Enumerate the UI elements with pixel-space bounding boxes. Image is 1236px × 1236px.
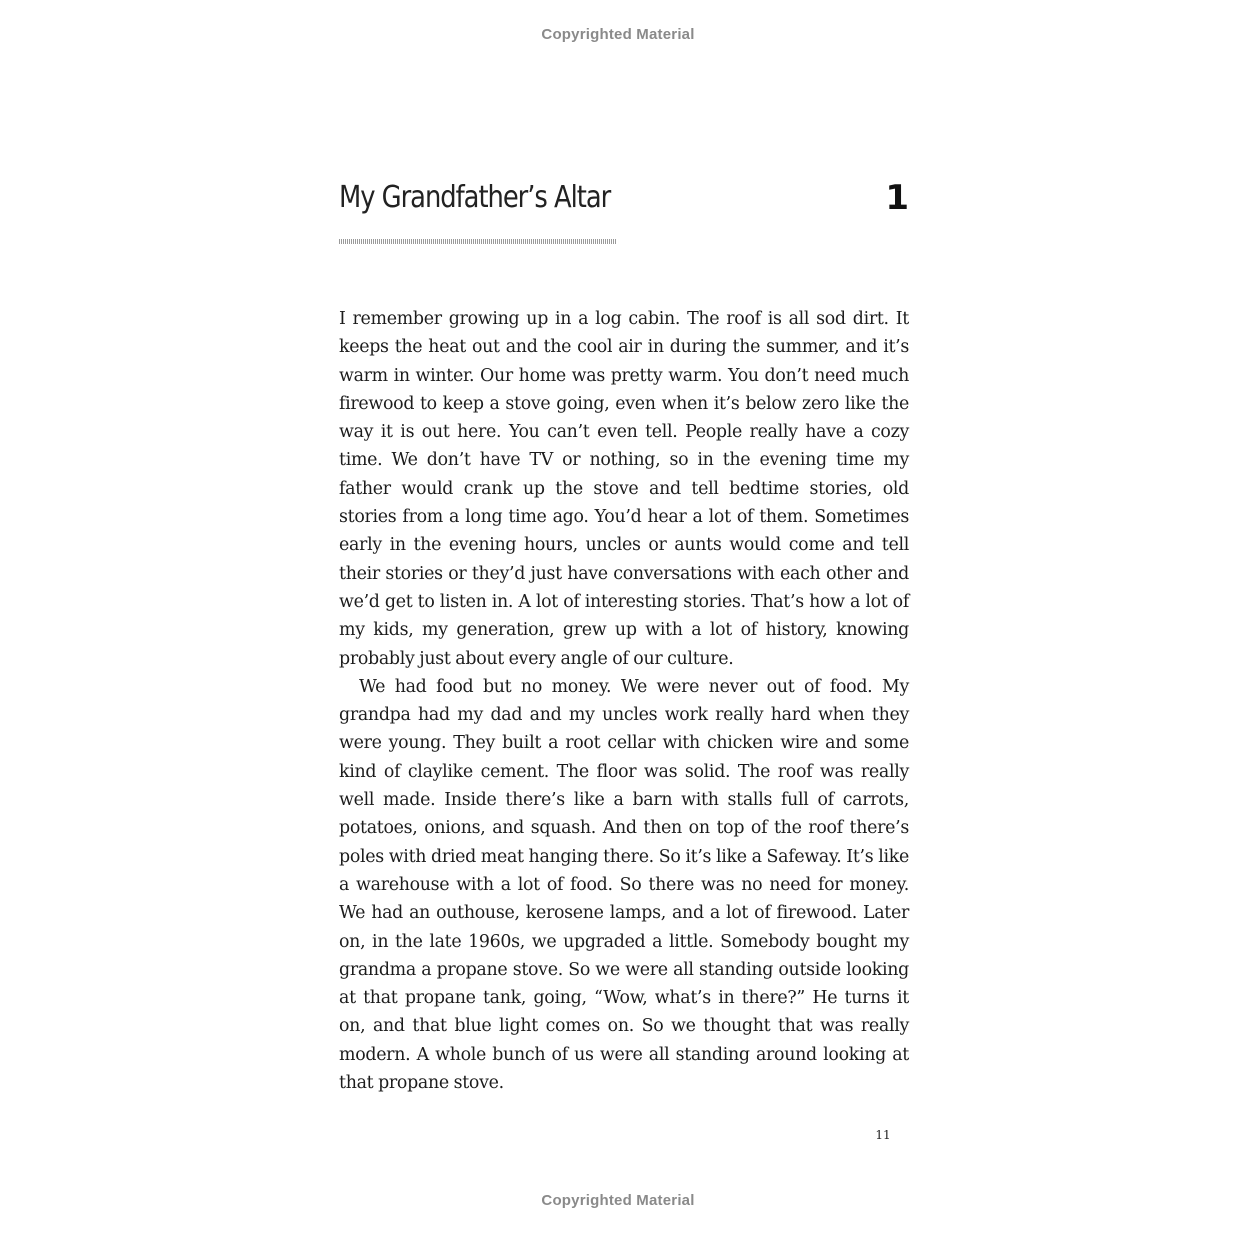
chapter-number: 1 <box>885 178 909 218</box>
title-underline-rule <box>339 239 617 244</box>
paragraph-2: We had food but no money. We were never out of food. My grandpa had my dad and my uncles work really hard when they were young. They built a root cellar with chicken wire and some kind of claylike cement. The floor was solid. The roof was really well made. Inside there’s like a barn with stalls full of carrots, potatoes, onions, and squash. And then on top of the roof there’s poles with dried meat hanging there. So it’s like a Safeway. It’s like a warehouse with a lot of food. So there was no need for money. We had an outhouse, kerosene lamps, and a lot of firewood. Later on, in the late 1960s, we upgraded a little. Somebody bought my grandma a propane stove. So we were all standing outside looking at that propane tank, going, “Wow, what’s in there?” He turns it on, and that blue light comes on. So we thought that was really modern. A whole bunch of us were all standing around looking at that propane stove. <box>339 676 909 1094</box>
copyright-watermark-top: Copyrighted Material <box>541 26 695 43</box>
chapter-heading <box>339 180 909 224</box>
page-number: 11 <box>875 1128 891 1142</box>
copyright-watermark-bottom: Copyrighted Material <box>541 1192 695 1209</box>
chapter-body <box>339 305 909 1097</box>
chapter-title: My Grandfather’s Altar <box>339 180 611 215</box>
paragraph-1: I remember growing up in a log cabin. The roof is all sod dirt. It keeps the heat out and the cool air in during the summer, and it’s warm in winter. Our home was pretty warm. You don’t need much firewood to keep a stove going, even when it’s below zero like the way it is out here. You can’t even tell. People really have a cozy time. We don’t have TV or nothing, so in the evening time my father would crank up the stove and tell bedtime stories, old stories from a long time ago. You’d hear a lot of them. Sometimes early in the evening hours, uncles or aunts would come and tell their stories or they’d just have conversations with each other and we’d get to listen in. A lot of interesting stories. That’s how a lot of my kids, my generation, grew up with a lot of history, knowing probably just about every angle of our culture. <box>339 309 909 669</box>
